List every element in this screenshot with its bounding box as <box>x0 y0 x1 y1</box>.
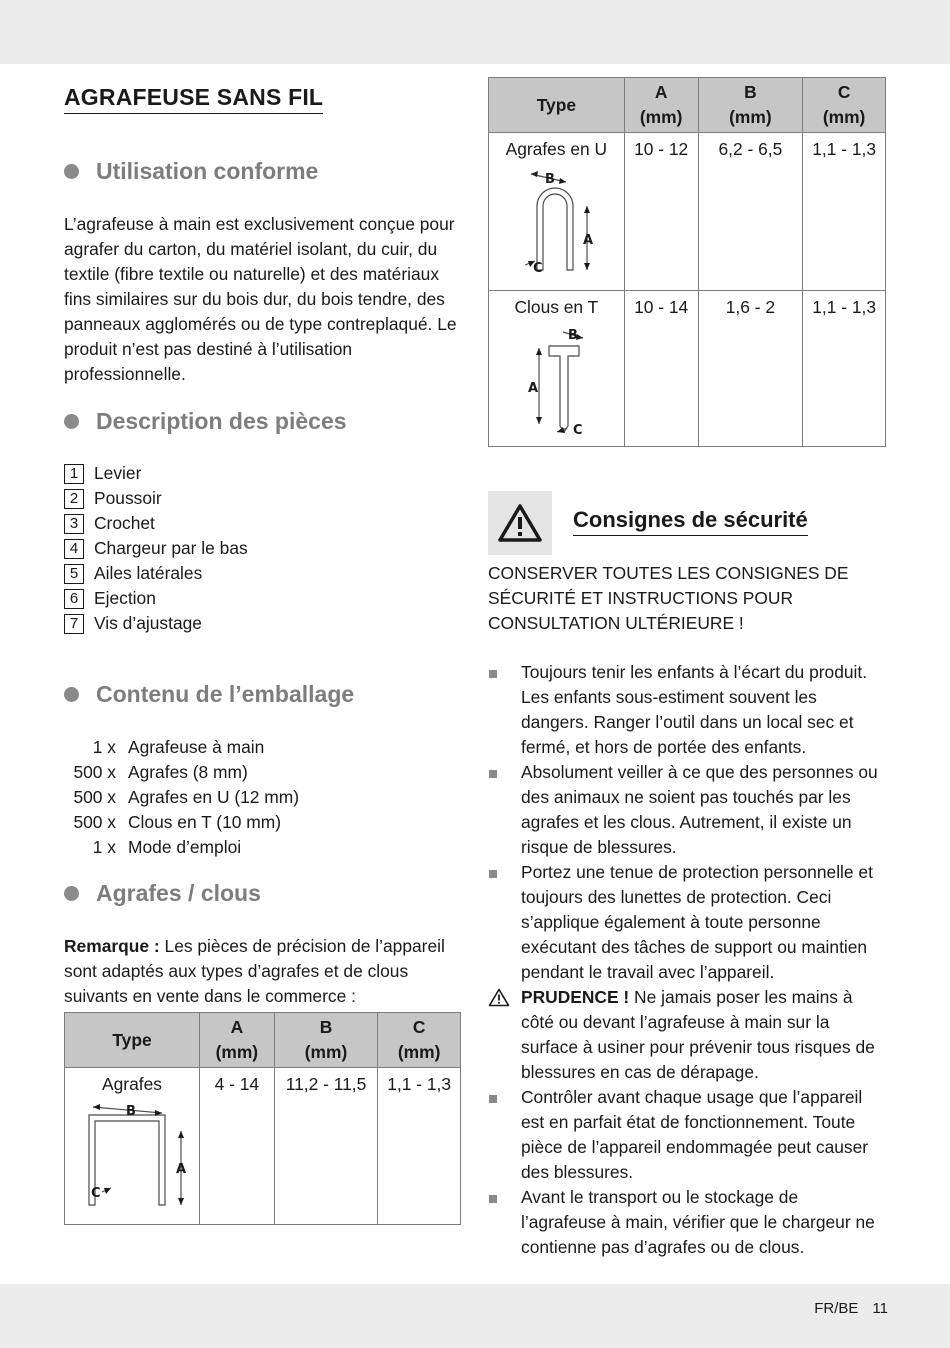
diagram-label-b: B <box>568 328 579 343</box>
item-label: Agrafes (8 mm) <box>128 762 248 782</box>
cell-c: 1,1 - 1,3 <box>803 133 886 291</box>
section-heading-staples <box>64 880 261 907</box>
part-label: Ailes latérales <box>94 563 203 583</box>
cell-c: 1,1 - 1,3 <box>803 291 886 447</box>
usage-text: L’agrafeuse à main est exclusivement conçue pour agrafer du carton, du matériel isolant, du cuir, du textile (fibre textile ou naturelle) et des matériaux fins similaires sur du bois dur, du bois tendre, des panneaux agglomérés ou de type contreplaqué. Le produit n’est pas destiné à l’utilisation professionnelle. <box>64 214 457 384</box>
header-c: C (mm) <box>803 78 886 133</box>
caution-item <box>488 985 888 1085</box>
cell-type <box>489 291 625 447</box>
u-staples-nails-table <box>488 77 886 447</box>
t-nail-diagram-icon <box>511 324 601 434</box>
warning-box <box>488 491 552 555</box>
list-item <box>64 735 299 760</box>
quantity: 1 x <box>92 737 116 757</box>
part-number: 5 <box>64 564 84 584</box>
caution-text: Ne jamais poser les mains à côté ou devant l’agrafeuse à main sur la surface à usiner pour prévenir tous risques de blessures en cas de dérapage. <box>521 987 875 1082</box>
section-heading-contents <box>64 681 354 708</box>
quantity: 500 x <box>73 787 116 807</box>
contents-heading: Contenu de l’emballage <box>96 681 355 707</box>
header-b: B (mm) <box>274 1013 378 1068</box>
table-row <box>489 133 886 291</box>
header-b: B (mm) <box>698 78 803 133</box>
usage-heading: Utilisation conforme <box>96 158 319 184</box>
item-label: Agrafeuse à main <box>128 737 265 757</box>
page-number: 11 <box>872 1300 888 1317</box>
caution-label: PRUDENCE ! <box>521 987 630 1007</box>
header-a: A (mm) <box>199 1013 274 1068</box>
diagram-label-c: C <box>533 261 543 276</box>
list-item <box>64 461 248 486</box>
list-item <box>64 511 248 536</box>
header-type: Type <box>489 78 625 133</box>
header-type: Type <box>65 1013 200 1068</box>
list-item <box>64 586 248 611</box>
safety-heading: Consignes de sécurité <box>573 507 808 536</box>
square-bullet-icon <box>489 670 497 678</box>
list-item <box>64 760 299 785</box>
part-label: Ejection <box>94 588 156 608</box>
quantity: 500 x <box>73 762 116 782</box>
staples-note <box>64 934 464 1009</box>
list-item <box>488 760 888 860</box>
safety-item-text: Toujours tenir les enfants à l’écart du produit. Les enfants sous-estiment souvent les dangers. Ranger l’outil dans un local sec et fermé, et hors de portée des enfants. <box>521 662 868 757</box>
diagram-label-a: A <box>583 233 594 248</box>
part-number: 2 <box>64 489 84 509</box>
bullet-dot-icon <box>64 164 79 179</box>
parts-list <box>64 461 248 636</box>
section-heading-parts <box>64 408 347 435</box>
part-number: 4 <box>64 539 84 559</box>
list-item <box>64 785 299 810</box>
quantity: 1 x <box>92 837 116 857</box>
cell-type <box>65 1068 200 1225</box>
safety-intro: CONSERVER TOUTES LES CONSIGNES DE SÉCURITÉ ET INSTRUCTIONS POUR CONSULTATION ULTÉRIEURE ! <box>488 563 849 633</box>
parts-heading: Description des pièces <box>96 408 347 434</box>
item-label: Mode d’emploi <box>128 837 242 857</box>
top-band <box>0 0 950 64</box>
type-label: Agrafes <box>102 1074 162 1094</box>
list-item <box>488 1085 888 1185</box>
safety-item-text: Avant le transport ou le stockage de l’agrafeuse à main, vérifier que le chargeur ne contienne pas d’agrafes ou de clous. <box>521 1187 875 1257</box>
diagram-label-c: C <box>90 1186 101 1201</box>
list-item <box>488 860 888 985</box>
safety-item-text: Portez une tenue de protection personnelle et toujours des lunettes de protection. Ceci s’applique également à toute personne exécutant des tâches de support ou maintien pendant le travail avec l’appareil. <box>521 862 873 982</box>
diagram-label-a: A <box>175 1162 187 1177</box>
part-number: 7 <box>64 614 84 634</box>
diagram-label-c: C <box>573 423 583 434</box>
bullet-dot-icon <box>64 414 79 429</box>
cell-a: 4 - 14 <box>199 1068 274 1225</box>
part-number: 3 <box>64 514 84 534</box>
safety-item-text: Contrôler avant chaque usage que l’appareil est en parfait état de fonctionnement. Toute pièce de l’appareil endommagée peut causer des blessures. <box>521 1087 869 1182</box>
table-header-row <box>65 1013 461 1068</box>
diagram-label-b: B <box>545 172 556 187</box>
part-label: Levier <box>94 463 142 483</box>
part-number: 6 <box>64 589 84 609</box>
part-label: Crochet <box>94 513 155 533</box>
staples-heading: Agrafes / clous <box>96 880 261 906</box>
section-heading-usage <box>64 158 318 185</box>
list-item <box>64 611 248 636</box>
table-row <box>489 291 886 447</box>
item-label: Clous en T (10 mm) <box>128 812 282 832</box>
footer-language: FR/BE <box>814 1300 859 1317</box>
warning-triangle-icon <box>497 503 543 543</box>
u-staple-diagram-icon <box>511 166 601 276</box>
table-header-row <box>489 78 886 133</box>
quantity: 500 x <box>73 812 116 832</box>
cell-b: 6,2 - 6,5 <box>698 133 803 291</box>
list-item <box>488 1185 888 1260</box>
cell-b: 11,2 - 11,5 <box>274 1068 378 1225</box>
item-label: Agrafes en U (12 mm) <box>128 787 300 807</box>
square-bullet-icon <box>489 1095 497 1103</box>
square-bullet-icon <box>489 770 497 778</box>
part-label: Vis d’ajustage <box>94 613 202 633</box>
list-item <box>488 660 888 760</box>
cell-a: 10 - 14 <box>624 291 698 447</box>
type-label: Clous en T <box>514 297 599 317</box>
square-bullet-icon <box>489 1195 497 1203</box>
part-label: Chargeur par le bas <box>94 538 248 558</box>
staples-table <box>64 1012 461 1225</box>
list-item <box>64 536 248 561</box>
cell-type <box>489 133 625 291</box>
caution-triangle-icon <box>488 988 510 1007</box>
table-row <box>65 1068 461 1225</box>
note-label: Remarque : <box>64 936 160 956</box>
page-footer <box>800 1300 888 1317</box>
square-bullet-icon <box>489 870 497 878</box>
part-label: Poussoir <box>94 488 162 508</box>
header-a: A (mm) <box>624 78 698 133</box>
list-item <box>64 810 299 835</box>
contents-list <box>64 735 299 860</box>
diagram-label-b: B <box>125 1104 136 1119</box>
cell-c: 1,1 - 1,3 <box>378 1068 461 1225</box>
bullet-dot-icon <box>64 886 79 901</box>
list-item <box>64 486 248 511</box>
safety-item-text: Absolument veiller à ce que des personnes ou des animaux ne soient pas touchés par les agrafes et les clous. Autrement, il existe un risque de blessures. <box>521 762 878 857</box>
safety-list <box>488 660 888 1260</box>
note-text: Les pièces de précision de l’appareil sont adaptés aux types d’agrafes et de clous suivants en vente dans le commerce : <box>64 936 445 1006</box>
bullet-dot-icon <box>64 687 79 702</box>
page-title: AGRAFEUSE SANS FIL <box>64 84 323 114</box>
header-c: C (mm) <box>378 1013 461 1068</box>
staple-diagram-icon <box>67 1101 197 1211</box>
diagram-label-a: A <box>528 381 539 396</box>
list-item <box>64 561 248 586</box>
part-number: 1 <box>64 464 84 484</box>
list-item <box>64 835 299 860</box>
cell-b: 1,6 - 2 <box>698 291 803 447</box>
type-label: Agrafes en U <box>505 139 608 159</box>
cell-a: 10 - 12 <box>624 133 698 291</box>
